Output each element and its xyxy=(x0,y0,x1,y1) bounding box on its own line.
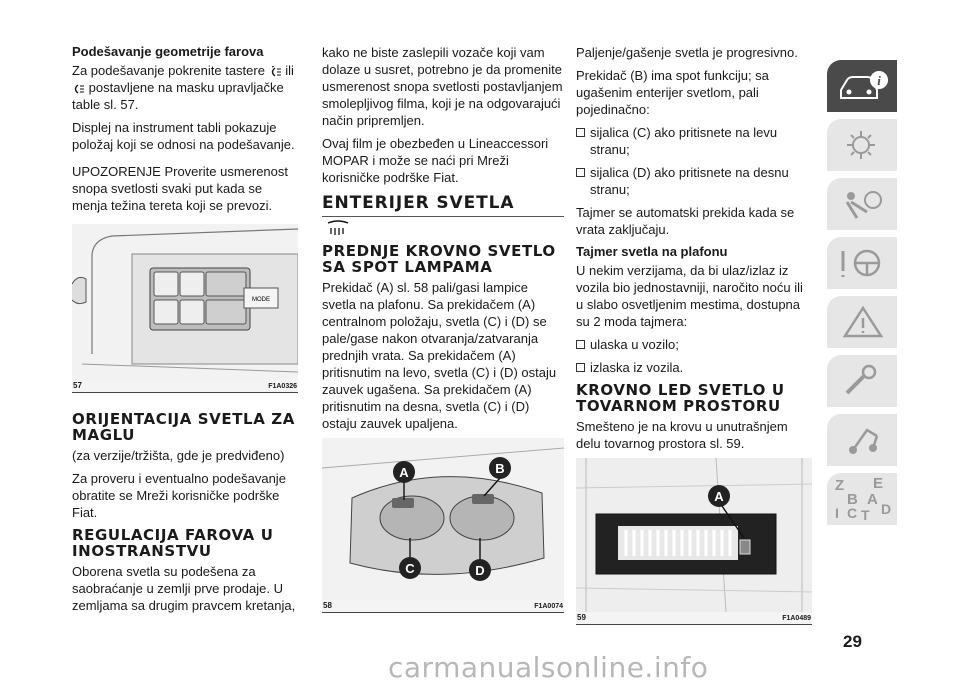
mode-label: MODE xyxy=(252,297,270,303)
paragraph-progressive: Paljenje/gašenje svetla je progresivno. xyxy=(576,45,798,60)
dashboard-buttons-illustration xyxy=(72,224,298,380)
callout-a: A xyxy=(714,489,724,504)
watermark: carmanualsonline.info xyxy=(388,651,709,684)
car-info-icon xyxy=(837,68,889,104)
tab-airbag[interactable] xyxy=(827,178,897,230)
paragraph-front-roof-light: Prekidač (A) sl. 58 pali/gasi lampice svetla na plafonu. Sa prekidačem (A) centralnom položaju, svetla (C) i (D) se pale/gase nakon otvaranja/zatvaranja prednjih vrata. Sa prekidačem (A) pritisnutim na levo, svetla (C) i (D) ostaju zauvek ugašena. Sa prekidačem (A) pritisnutim na desna, svetla (C) i (D) ostaju zauvek upaljena. xyxy=(322,280,557,431)
figure-58-number: 58 xyxy=(323,601,332,610)
paragraph-timer-stop: Tajmer se automatski prekida kada se vrata zaključaju. xyxy=(576,205,795,237)
tab-emergency[interactable] xyxy=(827,296,897,348)
warning-light-icon xyxy=(837,127,889,163)
list-item: sijalica (C) ako pritisnete na levu stranu; xyxy=(576,124,812,158)
callout-c: C xyxy=(405,561,415,576)
heading-fog-orientation: ORIJENTACIJA SVETLA ZA MAGLU xyxy=(72,410,295,444)
heading-abroad: REGULACIJA FAROVA U INOSTRANSTVU xyxy=(72,526,274,560)
bullet-icon xyxy=(576,340,585,349)
heading-front-roof-light: PREDNJE KROVNO SVETLO SA SPOT LAMPAMA xyxy=(322,242,556,276)
index-letter: B xyxy=(847,491,858,508)
paragraph-continued: kako ne biste zaslepili vozače koji vam dolaze u susret, potrebno je da promenite usmerenost snopa svetlosti postavljanjem smolepljivog filma, koji je na odgovarajući način pripremljen. xyxy=(322,45,563,128)
music-note-icon xyxy=(837,422,889,458)
tab-maintenance[interactable] xyxy=(827,355,897,407)
interior-light-icon xyxy=(324,219,352,237)
headlight-down-icon xyxy=(72,83,85,95)
callout-b: B xyxy=(495,461,505,476)
steering-wheel-icon xyxy=(837,245,889,281)
index-letter: Z xyxy=(835,477,845,494)
svg-text:i: i xyxy=(877,73,881,88)
figure-59 xyxy=(576,458,812,625)
callout-d: D xyxy=(475,563,485,578)
airbag-icon xyxy=(837,186,889,222)
paragraph-film: Ovaj film je obezbeđen u Lineaccessori MOPAR i može se naći pri Mreži korisničke podrške Fiat. xyxy=(322,136,549,185)
wrench-icon xyxy=(837,363,889,399)
paragraph-timer: U nekim verzijama, da bi ulaz/izlaz iz vozila bio jednostavniji, naročito noću ili u slabo osvetljenim mestima, dostupna su 2 moda tajmera: xyxy=(576,263,803,329)
index-letter: C xyxy=(847,505,858,521)
heading-cargo-led: KROVNO LED SVETLO U TOVARNOM PROSTORU xyxy=(576,381,785,415)
figure-59-code: F1A0489 xyxy=(782,615,811,622)
paragraph-warning: UPOZORENJE Proverite usmerenost snopa svetlosti svaki put kada se menja težina tereta koji se prevozi. xyxy=(72,164,289,213)
tab-safety-lights[interactable] xyxy=(827,119,897,171)
headlight-up-icon xyxy=(269,66,282,78)
paragraph-adjust-buttons: Za podešavanje pokrenite tastere ili postavljene na masku upravljačke tablе sl. 57. xyxy=(72,63,294,112)
list-item: izlaska iz vozila. xyxy=(576,359,812,376)
roof-light-illustration xyxy=(322,438,564,600)
tab-index[interactable] xyxy=(827,473,897,525)
figure-57 xyxy=(72,224,298,393)
column-middle xyxy=(322,44,564,613)
paragraph-versions: (za verzije/tržišta, gde je predviđeno) xyxy=(72,448,285,463)
index-letter: D xyxy=(881,501,892,517)
paragraph-fog-service: Za proveru i eventualno podešavanje obratite se Mreži korisničke podrške Fiat. xyxy=(72,471,286,520)
heading-headlight-adjust: Podešavanje geometrije farova xyxy=(72,44,264,59)
list-item: ulaska u vozilo; xyxy=(576,336,812,353)
tab-multimedia[interactable] xyxy=(827,414,897,466)
paragraph-abroad: Oborena svetla su podešena za saobraćanje u zemlji prve prodaje. U zemljama sa drugim pravcem kretanja, xyxy=(72,564,296,613)
list-item: sijalica (D) ako pritisnete na desnu stranu; xyxy=(576,164,812,198)
chapter-tabs xyxy=(827,60,897,532)
tab-driving[interactable] xyxy=(827,237,897,289)
heading-timer: Tajmer svetla na plafonu xyxy=(576,244,728,259)
paragraph-spot: Prekidač (B) ima spot funkciju; sa ugašenim enterijer svetlom, pali pojedinačno: xyxy=(576,68,769,117)
callout-a: A xyxy=(399,465,409,480)
figure-58 xyxy=(322,438,564,613)
figure-58-code: F1A0074 xyxy=(534,603,563,610)
paragraph-display: Displej na instrument tabli pokazuje položaj koji se odnosi na podešavanje. xyxy=(72,120,295,152)
index-letter: E xyxy=(873,475,884,492)
index-letter: I xyxy=(835,505,839,521)
bullet-icon xyxy=(576,128,585,137)
index-letter: A xyxy=(867,491,878,508)
tab-dashboard[interactable] xyxy=(827,60,897,112)
figure-59-number: 59 xyxy=(577,613,586,622)
heading-interior-lights: ENTERIJER SVETLA xyxy=(322,194,564,217)
bullet-icon xyxy=(576,363,585,372)
column-left xyxy=(72,44,298,620)
column-right xyxy=(576,44,812,625)
index-letter: T xyxy=(861,507,870,523)
paragraph-cargo: Smešteno je na krovu u unutrašnjem delu tovarnog prostora sl. 59. xyxy=(576,419,788,451)
cargo-led-illustration xyxy=(576,458,812,612)
bullet-icon xyxy=(576,168,585,177)
figure-57-code: F1A0326 xyxy=(268,383,297,390)
hazard-icon xyxy=(837,304,889,340)
page-number: 29 xyxy=(843,632,862,651)
figure-57-number: 57 xyxy=(73,381,82,390)
